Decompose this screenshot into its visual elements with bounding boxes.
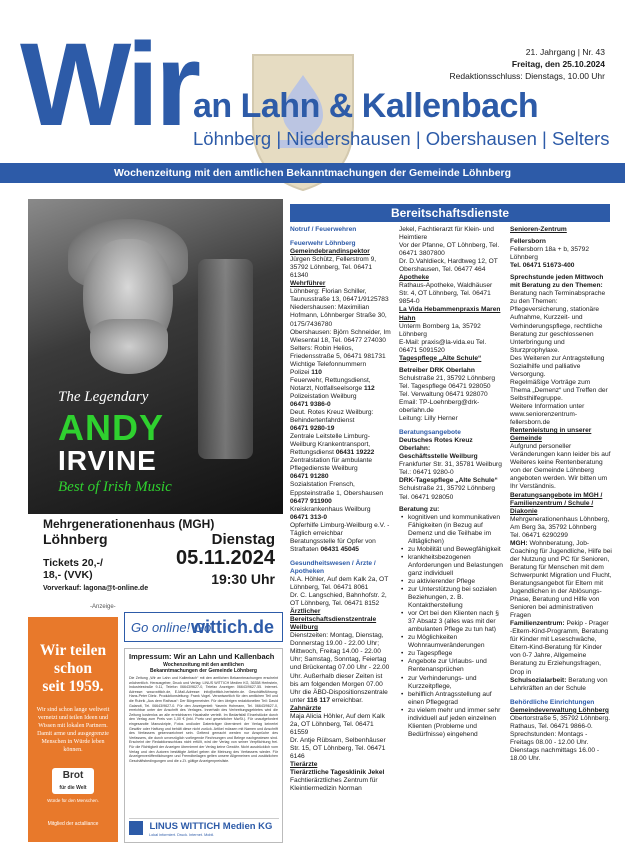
masthead bbox=[0, 0, 625, 190]
text-zls: Zentrale Leitstelle Limburg-Weilburg Krankentransport, Rettungsdienst bbox=[290, 433, 371, 457]
heading-feuerwehr: Feuerwehr Löhnberg bbox=[290, 240, 356, 248]
poster-irvine: IRVINE bbox=[58, 445, 157, 476]
text-tierklinik: Fachtierärztliches Zentrum für Kleintiermedizin Norman bbox=[290, 777, 378, 793]
ad-text: Wir sind schon lange weltweit vernetzt und teilen Ideen und Wissen mit lokalen Partnern. Damit arme und ausgegrenzte Menschen in Würde leben können. bbox=[36, 707, 110, 753]
label-gemeinde: Gemeindeverwaltung Löhnberg bbox=[510, 706, 609, 714]
nr-polizeistation: 06471 9386-0 bbox=[290, 400, 331, 408]
text-arzt-2: Dr. C. Langschied, Bahnhofstr. 2, OT Löhnberg, Tel. 06471 8152 bbox=[290, 592, 387, 608]
heading-gesundheit: Gesundheitswesen / Ärzte / Apotheken bbox=[290, 559, 376, 575]
text-wehr-4: Selters: Robin Helios, Friedensstraße 5, 06471 981731 bbox=[290, 344, 386, 360]
text-vortraege: Regelmäßige Vorträge zum Thema „Demenz“ und Treffen der Selbsthilfegruppe. bbox=[510, 378, 608, 402]
heading-sprechstunde: Sprechstunde jeden Mittwoch mit Beratung zu den Themen: bbox=[510, 274, 604, 290]
ad-claim: Würde für den Menschen. bbox=[47, 798, 99, 803]
brot-logo-icon bbox=[52, 768, 94, 794]
label-drk-tagespflege: DRK-Tagespflege „Alte Schule“ bbox=[399, 477, 498, 485]
text-zahn-1: Maja Alicia Höhler, Auf dem Kalk 2a, OT Löhnberg, Tel. 06471 61559 bbox=[290, 712, 385, 736]
nr-zls: 06431 19222 bbox=[335, 449, 375, 457]
text-info: Weitere Information unter www.seniorenzentrum-fellersborn.de bbox=[510, 402, 585, 427]
heading-tierklinik: Tierärztliche Tagesklinik Jekel bbox=[290, 769, 385, 777]
text-drk: Deut. Rotes Kreuz Weilburg: Behindertenfahrdienst bbox=[290, 409, 374, 425]
wittich-url[interactable]: wittich.de bbox=[190, 617, 274, 637]
text-opfer-2: Beratungsstelle für Opfer von Straftaten bbox=[290, 537, 376, 553]
nr-fellersborn: Tel. 06471 51673-400 bbox=[510, 262, 575, 270]
text-hebammen: Unterm Bornberg 1a, 35792 Löhnberg bbox=[399, 322, 481, 338]
label-schulsozial: Schulsozialarbeit: bbox=[510, 676, 567, 684]
text-mgh-addr: Mehrgenerationenhaus Löhnberg, Am Berg 3a, 35792 Löhnberg bbox=[510, 515, 610, 531]
label-familienzentrum: Familienzentrum: bbox=[510, 620, 565, 628]
nr-polizei: 110 bbox=[311, 368, 322, 376]
list-item: • zur Unterstützung bei sozialen Beziehungen, z. B. Kontaktherstellung bbox=[399, 586, 503, 610]
nr-kreis: 06471 313-0 bbox=[290, 513, 328, 521]
brot-logo-text: Brot bbox=[62, 770, 84, 781]
poster-tickets bbox=[43, 557, 103, 581]
text-wichtig: Wichtige Telefonnummern bbox=[290, 360, 367, 368]
ad-label: -Anzeige- bbox=[90, 604, 116, 610]
label-senioren: Senioren-Zentrum bbox=[510, 226, 567, 233]
text-gemeinde: Obertorstraße 5, 35792 Löhnberg. Rathaus, Tel. 06471 9866-0. Sprechstunden: Montags - Freitags 08.00 - 12.00 Uhr. Dienstags nachmittags 16.00 - 18.00 Uhr. bbox=[510, 714, 611, 762]
text-tier-1: Jekel, Fachtierarzt für Klein- und Heimtiere bbox=[399, 226, 494, 242]
list-item: • zur Verhinderungs- und Kurzzeitpflege, bbox=[399, 675, 503, 691]
label-beratung-zu: Beratung zu: bbox=[399, 505, 440, 513]
label-apotheke: Apotheke bbox=[399, 274, 430, 282]
text-rente: Aufgrund personeller Veränderungen kann leider bis auf Weiteres keine Rentenberatung von der Gemeinde Löhnberg angeboten werden. Wir bitten um Ihr Verständnis. bbox=[510, 443, 611, 491]
nr-ambulant: 06471 91280 bbox=[290, 473, 329, 481]
section-title-bereitschaftsdienste: Bereitschaftsdienste bbox=[290, 204, 610, 222]
text-mgh: Wohnberatung, Job-Coaching für Jugendliche, Hilfe bei der Nutzung und PC für Senioren, Beratung für Menschen mit dem Schwerpunkt Migration und Flucht, Beratungsangebot für Eltern mit Jugendlichen in der Ablösungs-Phase, Beratung und Hilfe von Senioren bei administrativen Fragen bbox=[510, 539, 612, 620]
text-aerztlicher-dienst: Dienstzeiten: Montag, Dienstag, Donnerstag 19.00 - 22.00 Uhr; Mittwoch, Freitag 14.00 - 22.00 Uhr; Samstag, Sonntag, Feiertag und Brückentag 07.00 Uhr - 22.00 Uhr. Außerhalb dieser Zeiten ist bis am folgenden Morgen 07.00 Uhr die ÄBD-Dispositionszentrale unter bbox=[290, 632, 390, 704]
text-drk-tagespflege-tel: Tel. 06471 928050 bbox=[399, 493, 454, 501]
impressum-subtitle-1: Wochenzeitung mit den amtlichen bbox=[163, 662, 244, 668]
list-item: • krankheitsbezogenen Anforderungen und Belastungen ganz individuell bbox=[399, 554, 503, 578]
heading-fellersborn: Fellersborn bbox=[510, 238, 546, 246]
label-geschaeftsstelle: Geschäftsstelle Weilburg bbox=[399, 453, 478, 461]
ad-headline-3: seit 1959. bbox=[42, 678, 104, 695]
impressum-body: Die Zeitung „Wir an Lahn und Kallenbach“ mit den amtlichen Bekanntmachungen erscheint wöchentlich. Herausgeber, Druck und Verlag: LINUS WITTICH Medien KG, 36358 Herbstein, Industriestraße 9-11, Telefon 06643/9627-0, Telefax Anzeigen 06643/9627-55. Internet-Adresse: www.wittich.de, E-Mail-Adresse: info@wittich-herbstein.de. Geschäftsführung: Hans-Peter Dietz. Produktionsleitung: Frank Vogel. Verantwortlich für den amtlichen Teil und die Rubrik „Aus dem Rathaus“: Der Bürgermeister. Für den übrigen redaktionellen Teil: David Galandt, Tel. 06643/9627-0. Für den Anzeigenteil: Yasmin Hohmann, Tel. 06643/9627-0, erreichbar unter der Anschrift des Verlages. Innerhalb des Verbreitungsgebietes wird die Zeitung kostenlos an alle erreichbaren Haushalte verteilt. Im Bedarfsfall Einzelstücke durch den Verlag zum Preis von 1,00 € (inkl. Porto und gesetzlicher MwSt.). Für unaufgefordert eingesandte Manuskripte, Fotos und/oder Datenträger übernimmt der Verlag keinerlei Gewähr oder Haftung und behält diese nicht zurück. Artikel müssen mit Namen und Anschrift des Verfassers gekennzeichnet sein. Geltend gemacht werden nur Ansprüche des Verfassers, die durch unverzüglich vorliegende Rechnungen und Belege nachgewiesen sind. Erscheint der Redaktionsschluss nicht erfüllt, wird der Verlag von seiner Verpflichtung frei. Für die Richtigkeit der Anzeigen übernimmt der Verlag keine Gewähr. Nicht ausdrücklich vom Verlag und den Autoren bestätigte Artikel geben die Meinung des Verfassers wieder. Für Anzeigenveröffentlichungen und Fremdbeilagen gelten unsere Allgemeinen und zusätzlichen Geschäftsbedingungen und die z.Zt. gültige Anzeigenpreisliste. bbox=[129, 676, 278, 763]
text-mgh-tel: Tel. 06471 6290299 bbox=[510, 531, 568, 539]
list-item: • zu Tagespflege bbox=[399, 650, 503, 658]
label-aerztlicher-dienst: Ärztlicher Bereitschaftsdienstzentrale Weilburg bbox=[290, 608, 377, 632]
impressum-title: Impressum: Wir an Lahn und Kallenbach bbox=[129, 652, 275, 661]
issue-date: Freitag, den 25.10.2024 bbox=[511, 59, 605, 69]
bd-column-1 bbox=[290, 226, 392, 844]
label-mgh-b: MGH: bbox=[510, 539, 528, 547]
label-hebammen: La Vida Hebammenpraxis Maren Hahn bbox=[399, 306, 501, 322]
heading-behoerden: Behördliche Einrichtungen bbox=[510, 698, 595, 706]
masthead-subtitle: Löhnberg | Niedershausen | Obershausen | Selters bbox=[193, 128, 610, 149]
wittich-online-ad[interactable] bbox=[124, 612, 283, 642]
list-item: • zu Möglichkeiten Wohnraumveränderungen bbox=[399, 634, 503, 650]
issue-number: 21. Jahrgang | Nr. 43 bbox=[525, 47, 605, 57]
linus-name: LINUS WITTICH Medien KG bbox=[149, 821, 273, 832]
heading-beratung: Beratungsangebote bbox=[399, 429, 461, 437]
text-polizei: Polizei bbox=[290, 368, 310, 376]
list-item: • zu aktivierender Pflege bbox=[399, 578, 503, 586]
text-arzt-1: N.A. Höhler, Auf dem Kalk 2a, OT Löhnberg, Tel. 06471 8061 bbox=[290, 575, 389, 592]
text-wehr-3: Obershausen: Björn Schneider, Im Wiesental 18, Tel. 06477 274030 bbox=[290, 328, 391, 344]
poster-bestof: Best of Irish Music bbox=[58, 479, 172, 495]
tagline-bar: Wochenzeitung mit den amtlichen Bekanntmachungen der Gemeinde Löhnberg bbox=[0, 163, 625, 183]
list-item: • kognitiven und kommunikativen Fähigkeiten (in Bezug auf Demenz und die Teilhabe im Alltäglichen) bbox=[399, 514, 503, 546]
nr-opfer: 06431 45045 bbox=[320, 545, 359, 553]
poster-time: 19:30 Uhr bbox=[211, 571, 275, 587]
beratung-list bbox=[399, 514, 503, 739]
nr-feuer: 112 bbox=[364, 384, 375, 392]
poster-town: Löhnberg bbox=[43, 531, 108, 547]
label-mgh: Beratungsangebote im MGH / Familienzentrum / Schule / Diakonie bbox=[510, 491, 603, 515]
text-sprechstunde: Beratung nach Terminabsprache zu den Themen: Pflegeversicherung, stationäre Aufnahme, Kurzzeit- und Verhinderungspflege, rechtliche Beratung zur geschlossenen Unterbringung und Sturzprophylaxe. bbox=[510, 290, 606, 354]
text-drk-tel-2: Tel. Verwaltung 06471 928070 bbox=[399, 390, 488, 398]
text-inspector: Jürgen Schütz, Fellerstrom 9, 35792 Löhnberg, Tel. 06471 61340 bbox=[290, 256, 377, 280]
poster-venue: Mehrgenerationenhaus (MGH) bbox=[43, 517, 215, 531]
text-drk-lead: Leitung: Lilly Herner bbox=[399, 415, 458, 423]
issue-deadline: Redaktionsschluss: Dienstags, 10.00 Uhr bbox=[449, 71, 605, 81]
poster-andy: ANDY bbox=[58, 407, 165, 448]
text-schulsozial: Beratung von Lehrkräften an der Schule bbox=[510, 676, 608, 692]
poster-tickets-2: 18,- (VVK) bbox=[43, 569, 93, 581]
text-aerztlicher-end: erreichbar. bbox=[331, 696, 363, 704]
text-zahn-2: Dr. Antje Rübsam, Selbenhäuser Str. 15, OT Löhnberg, Tel. 06471 6146 bbox=[290, 736, 386, 760]
artist-photo bbox=[28, 199, 283, 514]
text-opfer: Opferhilfe Limburg-Weilburg e.V. - Täglich erreichbar bbox=[290, 521, 390, 537]
text-drk-tel: Tel. Tagespflege 06471 928050 bbox=[399, 382, 491, 390]
linus-tagline: Lokal informiert. Druck. Internet. Mobil. bbox=[149, 833, 215, 837]
text-drk-tagespflege: Schulstraße 21, 35792 Löhnberg bbox=[399, 485, 496, 493]
label-zahnaerzte: Zahnärzte bbox=[290, 704, 322, 712]
nr-drk: 06471 9280-19 bbox=[290, 425, 335, 433]
concert-poster bbox=[28, 199, 283, 599]
wittich-go-online: Go online! Go bbox=[131, 620, 212, 635]
text-geschaeftsstelle-tel: Tel.: 06471 9280-0 bbox=[399, 469, 454, 477]
ad-member: Mitglied der actalliance bbox=[47, 821, 99, 827]
brot-fuer-die-welt-ad[interactable] bbox=[28, 617, 118, 842]
heading-drk-oberlahn: Betreiber DRK Oberlahn bbox=[399, 366, 475, 374]
text-fellersborn: Fellersborn 18a + b, 35792 Löhnberg bbox=[510, 246, 589, 262]
nr-sozial: 06477 911900 bbox=[290, 497, 332, 505]
masthead-title: an Lahn & Kallenbach bbox=[193, 87, 539, 125]
text-feuer: Feuerwehr, Rettungsdienst, Notarzt, Notfallseelsorge bbox=[290, 376, 371, 392]
list-item: • zu vielem mehr und immer sehr individuell auf jeden einzelnen Klienten (Probleme und Bedürfnisse) eingehend bbox=[399, 707, 503, 739]
label-wehrfuehrer: Wehrführer bbox=[290, 280, 326, 288]
list-item: • zu Mobilität und Bewegfähigkeit bbox=[399, 546, 503, 554]
list-item: • vor Ort bei den Klienten nach § 37 Absatz 3 (alles was mit der ambulanten Pflege zu tun hat) bbox=[399, 610, 503, 634]
list-item: • Angebote zur Urlaubs- und Rentenansprüchen bbox=[399, 658, 503, 674]
poster-date: 05.11.2024 bbox=[176, 547, 275, 569]
masthead-wir: Wir bbox=[20, 19, 198, 151]
label-tieraerzte: Tierärzte bbox=[290, 761, 318, 769]
text-hebammen-mail: E-Mail: praxis@la-vida.eu Tel. 06471 5091520 bbox=[399, 338, 487, 354]
linus-logo-icon bbox=[129, 821, 143, 835]
text-tier-3: Dr. D.Vahldieck, Hardtweg 12, OT Obershausen, Tel. 06477 464 bbox=[399, 258, 498, 274]
text-drk-addr: Schulstraße 21, 35792 Löhnberg bbox=[399, 374, 496, 382]
text-familienzentrum: Pekip - Prager -Eltern-Kind-Programm, Beratung für Kinder mit Leseschwäche, Eltern-Kind-Beratung für Kinder von 0-7 Jahre, Allgemeine Beratung zu Erziehungsfragen, Drop in bbox=[510, 620, 609, 676]
label-rente: Rentenleistung in unserer Gemeinde bbox=[510, 427, 592, 443]
poster-legendary: The Legendary bbox=[58, 389, 149, 405]
poster-presale: Vorverkauf: lagona@t-online.de bbox=[43, 585, 149, 592]
nr-aerztlicher-dienst: 116 117 bbox=[306, 696, 330, 704]
heading-notruf: Notruf / Feuerwehren bbox=[290, 226, 357, 233]
guitar-icon bbox=[198, 259, 253, 459]
text-wehr-1: Löhnberg: Florian Schiller, Taunusstraße 13, 06471/9125783 bbox=[290, 288, 389, 304]
label-tagespflege: Tagespflege „Alte Schule“ bbox=[399, 354, 482, 362]
bd-column-3 bbox=[510, 226, 612, 844]
text-sozial: Sozialstation Frensch, Eppsteinstraße 1, Obershausen bbox=[290, 481, 384, 497]
poster-weekday: Dienstag bbox=[211, 531, 275, 548]
linus-wittich-logo bbox=[129, 818, 279, 838]
bd-column-2 bbox=[399, 226, 503, 844]
ad-headline-1: Wir teilen bbox=[39, 642, 107, 659]
ad-headline-2: schon bbox=[54, 660, 92, 677]
issue-info bbox=[450, 46, 605, 82]
heading-drk-2: Deutsches Rotes Kreuz Oberlahn: bbox=[399, 437, 473, 453]
impressum bbox=[124, 648, 283, 843]
brot-logo-sub: für die Welt bbox=[59, 785, 87, 791]
list-item: • behilflich Antragsstellung auf einen Pflegegrad bbox=[399, 691, 503, 707]
text-ambulant: Zentralstation für ambulante Pflegedienste Weilburg bbox=[290, 457, 373, 473]
text-tier-2: Vor der Pfanne, OT Löhnberg, Tel. 06471 3807800 bbox=[399, 242, 500, 258]
text-antrag: Des Weiteren zur Antragstellung Sozialhilfe und palliative Versorgung. bbox=[510, 354, 605, 378]
text-polizeistation: Polizeistation Weilburg bbox=[290, 392, 357, 400]
label-inspector: Gemeindebrandinspektor bbox=[290, 248, 370, 256]
poster-tickets-1: Tickets 20,-/ bbox=[43, 557, 103, 569]
text-wehr-2: Niedershausen: Maximilian Hofmann, Löhnberger Straße 30, 0175/7436780 bbox=[290, 304, 387, 328]
text-geschaeftsstelle: Frankfurter Str. 31, 35781 Weilburg bbox=[399, 461, 502, 469]
text-apotheke: Rathaus-Apotheke, Waldhäuser Str. 4, OT Löhnberg, Tel. 06471 9854-0 bbox=[399, 282, 493, 306]
impressum-subtitle-2: Bekanntmachungen der Gemeinde Löhnberg bbox=[150, 668, 257, 674]
text-kreis: Kreiskrankenhaus Weilburg bbox=[290, 505, 371, 513]
text-drk-mail: Email: TP-Loehnberg@drk-oberlahn.de bbox=[399, 398, 480, 415]
